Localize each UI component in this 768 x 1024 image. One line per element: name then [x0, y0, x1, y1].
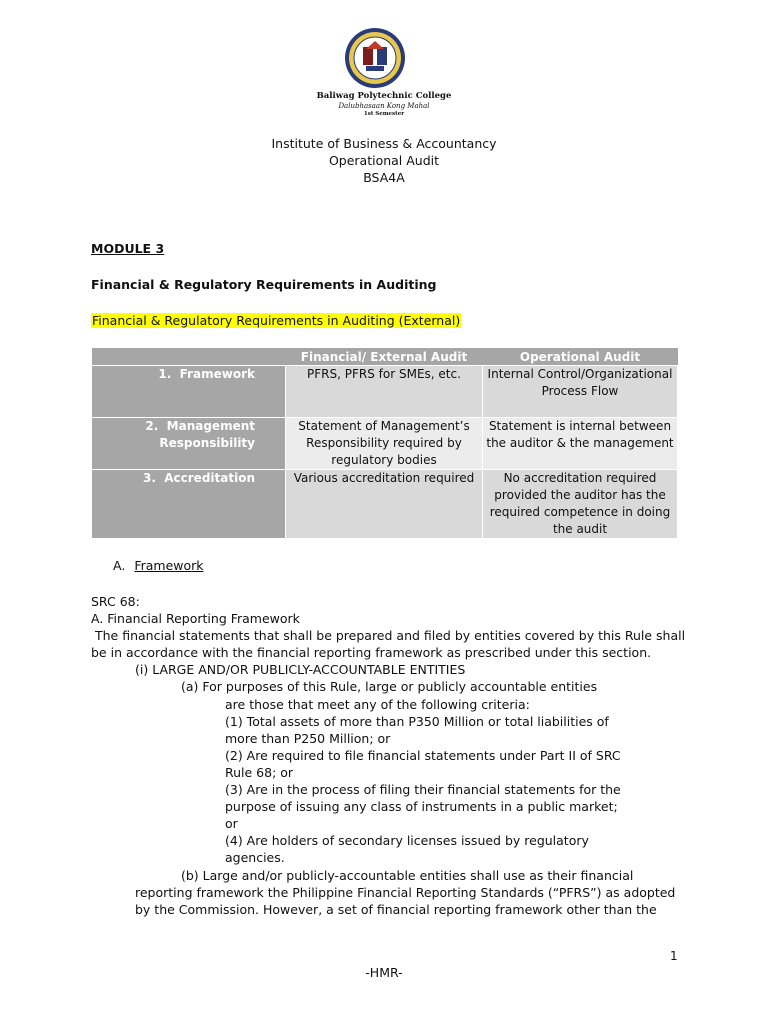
body-line: SRC 68:: [91, 594, 140, 609]
page-number: 1: [670, 949, 678, 963]
body-line: (4) Are holders of secondary licenses issued by regulatory: [225, 833, 589, 849]
cell-financial: Statement of Management’s Responsibility required by regulatory bodies: [286, 418, 483, 470]
cell-operational: Statement is internal between the auditor & the management: [483, 418, 678, 470]
body-line: (1) Total assets of more than P350 Million or total liabilities of: [225, 713, 609, 729]
college-name: Baliwag Polytechnic College: [316, 91, 452, 101]
body-line: more than P250 Million; or: [225, 730, 391, 746]
table-header-operational: Operational Audit: [483, 348, 678, 366]
body-line: Rule 68; or: [225, 764, 294, 780]
table-header-blank: [92, 348, 286, 366]
institute-name: Institute of Business & Accountancy: [271, 136, 497, 151]
body-line: (i) LARGE AND/OR PUBLICLY-ACCOUNTABLE ENTITIES: [135, 662, 466, 678]
row-label-framework: 1. Framework: [92, 366, 286, 418]
comparison-table: [91, 348, 678, 539]
body-line: The financial statements that shall be prepared and filed by entities covered by this Rule shall: [95, 628, 686, 644]
body-line: (2) Are required to file financial statements under Part II of SRC: [225, 747, 621, 763]
table-row: [92, 470, 678, 539]
body-line: are those that meet any of the following criteria:: [225, 696, 530, 712]
footer-initials: -HMR-: [365, 965, 403, 980]
cell-financial: Various accreditation required: [286, 470, 483, 539]
body-line: by the Commission. However, a set of financial reporting framework other than the: [135, 901, 657, 917]
body-line: (b) Large and/or publicly-accountable entities shall use as their financial: [181, 867, 634, 883]
row-label-accreditation: 3. Accreditation: [92, 470, 286, 539]
module-heading: Financial & Regulatory Requirements in Auditing: [91, 277, 437, 292]
section-a-label: Framework: [134, 558, 204, 573]
body-line: reporting framework the Philippine Financial Reporting Standards (“PFRS”) as adopted: [135, 884, 676, 900]
table-header-financial: Financial/ External Audit: [286, 348, 483, 366]
body-text: [91, 593, 686, 918]
body-line: (a) For purposes of this Rule, large or publicly accountable entities: [181, 679, 598, 695]
course-name: Operational Audit: [328, 153, 440, 168]
college-semester: 1st Semester: [363, 111, 405, 117]
table-row: [92, 418, 678, 470]
table-header-row: [92, 348, 678, 366]
section-a-letter: A.: [113, 558, 126, 573]
section-a-heading: [113, 558, 204, 573]
row-label-management: 2. Management Responsibility: [92, 418, 286, 470]
body-line: purpose of issuing any class of instruments in a public market;: [225, 799, 618, 815]
cell-operational: No accreditation required provided the auditor has the required competence in doing the audit: [483, 470, 678, 539]
body-line: (3) Are in the process of filing their financial statements for the: [225, 782, 621, 798]
body-line: or: [225, 816, 238, 832]
body-line: agencies.: [225, 850, 285, 866]
module-title: MODULE 3: [91, 241, 165, 256]
section-name: BSA4A: [363, 170, 405, 185]
body-line: be in accordance with the financial reporting framework as prescribed under this section.: [91, 645, 652, 661]
cell-financial: PFRS, PFRS for SMEs, etc.: [286, 366, 483, 418]
college-seal-logo: [344, 27, 406, 89]
highlighted-subheading: Financial & Regulatory Requirements in Auditing (External): [92, 313, 461, 328]
table-row: [92, 366, 678, 418]
cell-operational: Internal Control/Organizational Process Flow: [483, 366, 678, 418]
college-motto: Dalubhasaan Kong Mahal: [338, 102, 430, 110]
body-line: A. Financial Reporting Framework: [91, 611, 300, 627]
